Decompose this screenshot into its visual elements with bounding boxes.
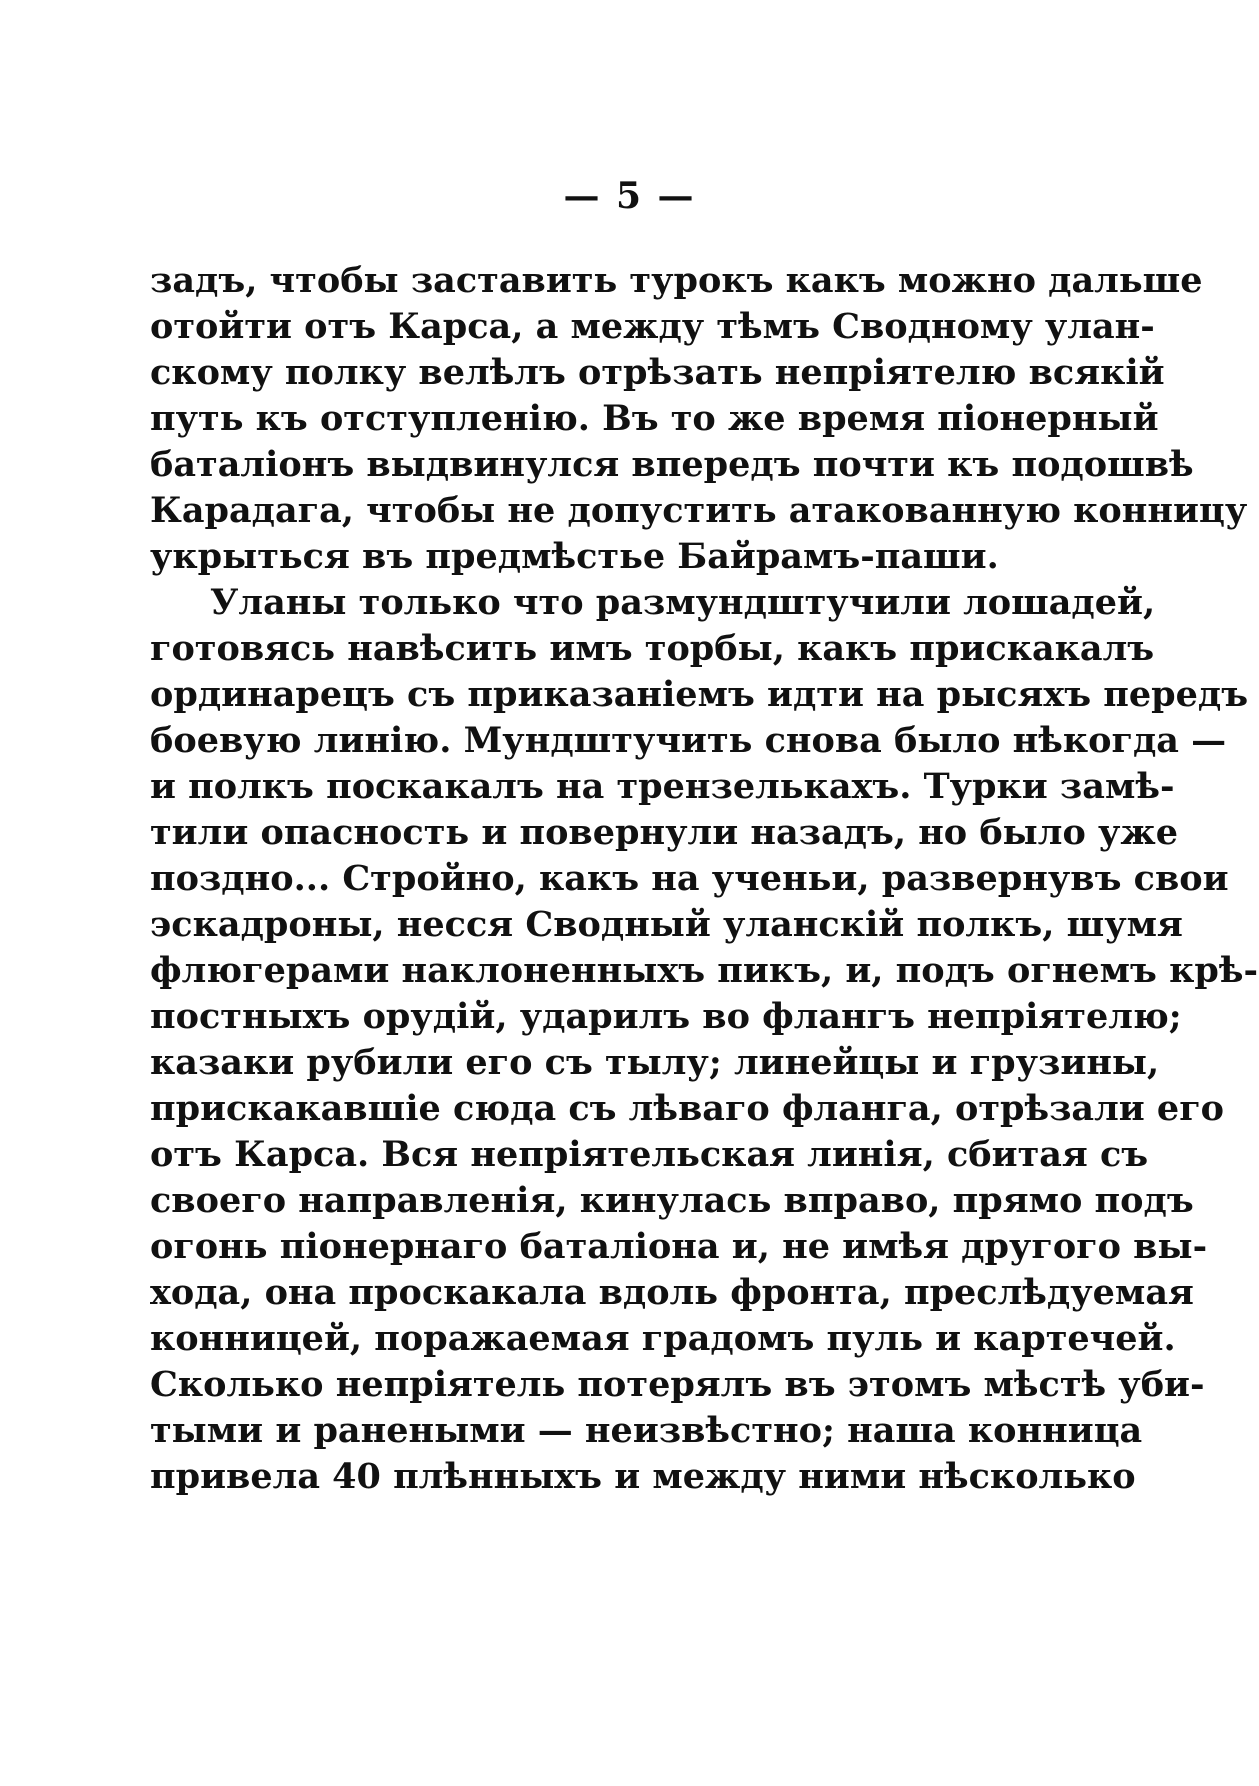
text-line: боевую линію. Мундштучить снова было нѣкогда — — [150, 720, 1227, 761]
text-line: огонь піонернаго баталіона и, не имѣя другого вы- — [150, 1226, 1208, 1267]
text-line: хода, она проскакала вдоль фронта, преслѣдуемая — [150, 1272, 1194, 1313]
text-line: и полкъ поскакалъ на трензелькахъ. Турки замѣ- — [150, 766, 1175, 807]
text-line: готовясь навѣсить имъ торбы, какъ прискакалъ — [150, 628, 1155, 669]
text-line: эскадроны, несся Сводный уланскій полкъ, шумя — [150, 904, 1183, 945]
text-line: отойти отъ Карса, а между тѣмъ Сводному улан- — [150, 306, 1155, 347]
page-number: — 5 — — [563, 175, 696, 217]
text-line: задъ, чтобы заставить турокъ какъ можно дальше — [150, 260, 1203, 301]
text-line-paragraph-start: Уланы только что размундштучили лошадей, — [210, 582, 1156, 623]
text-line: скому полку велѣлъ отрѣзать непріятелю всякій — [150, 352, 1165, 393]
text-line: тыми и ранеными — неизвѣстно; наша конница — [150, 1410, 1143, 1451]
text-line-paragraph-end: укрыться въ предмѣстье Байрамъ-паши. — [150, 536, 999, 577]
text-line: баталіонъ выдвинулся впередъ почти къ подошвѣ — [150, 444, 1194, 485]
text-line: прискакавшіе сюда съ лѣваго фланга, отрѣзали его — [150, 1088, 1224, 1129]
text-line: своего направленія, кинулась вправо, прямо подъ — [150, 1180, 1194, 1221]
text-line: путь къ отступленію. Въ то же время піонерный — [150, 398, 1159, 439]
text-line: казаки рубили его съ тылу; линейцы и грузины, — [150, 1042, 1160, 1083]
body-text — [150, 258, 1258, 1500]
text-line: Сколько непріятель потерялъ въ этомъ мѣстѣ уби- — [150, 1364, 1205, 1405]
text-line: поздно... Стройно, какъ на ученьи, развернувъ свои — [150, 858, 1229, 899]
text-line: отъ Карса. Вся непріятельская линія, сбитая съ — [150, 1134, 1149, 1175]
text-line: ординарецъ съ приказаніемъ идти на рысяхъ передъ — [150, 674, 1249, 715]
text-line: Карадага, чтобы не допустить атакованную конницу — [150, 490, 1248, 531]
text-line: флюгерами наклоненныхъ пикъ, и, подъ огнемъ крѣ- — [150, 950, 1258, 991]
text-line: привела 40 плѣнныхъ и между ними нѣсколько — [150, 1456, 1136, 1497]
text-line: тили опасность и повернули назадъ, но было уже — [150, 812, 1178, 853]
text-line: постныхъ орудій, ударилъ во флангъ непріятелю; — [150, 996, 1182, 1037]
text-line: конницей, поражаемая градомъ пуль и картечей. — [150, 1318, 1176, 1359]
